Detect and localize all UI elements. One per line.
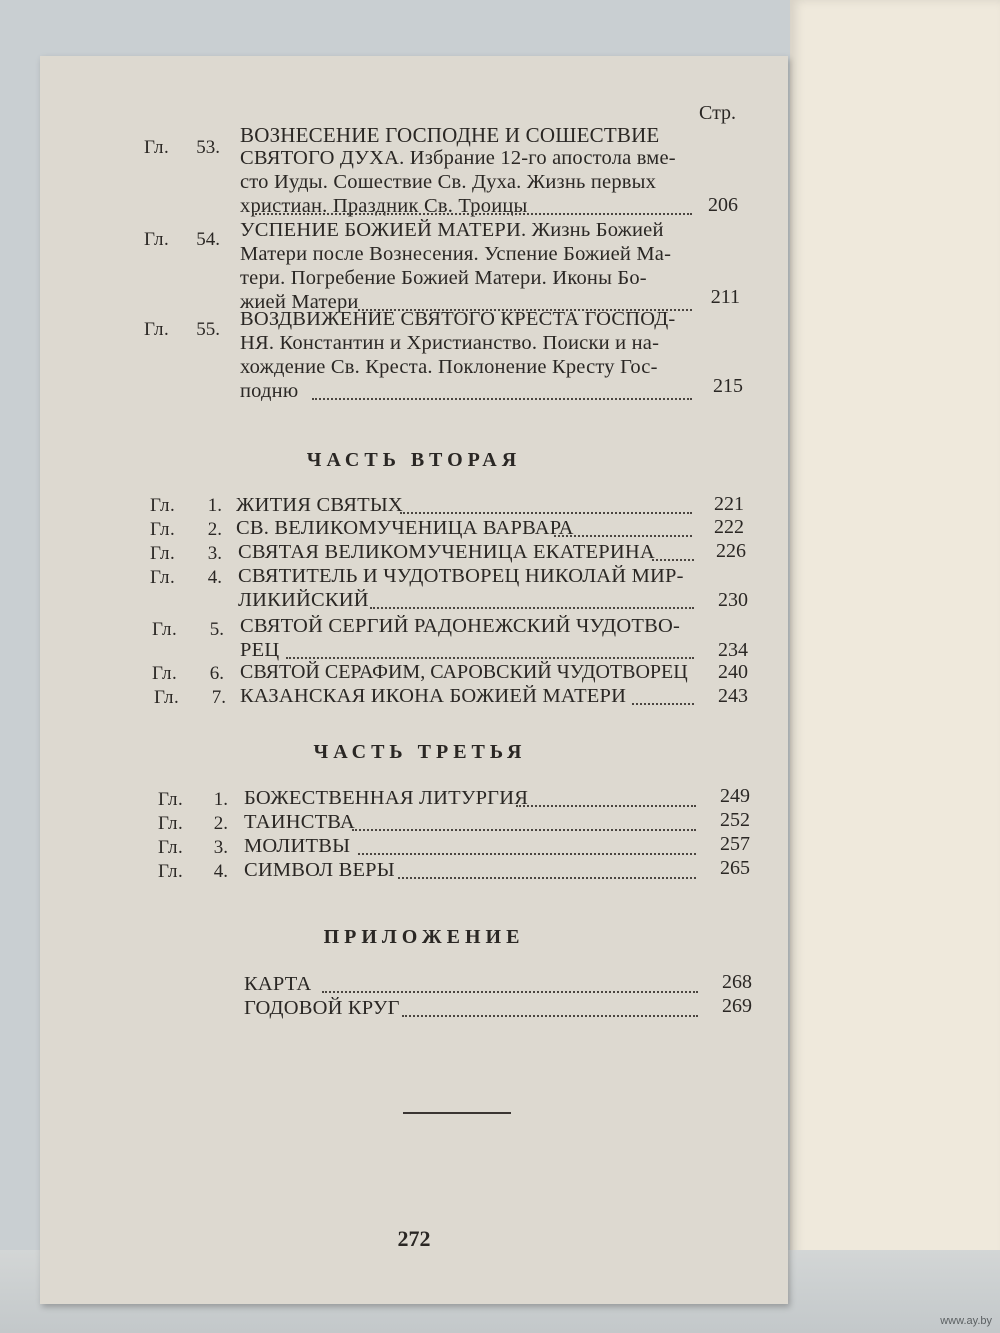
chapter-title-line: НЯ. Константин и Христианство. Поиски и на- <box>240 332 660 354</box>
page-number: 268 <box>722 971 752 993</box>
chapter-title-line: УСПЕНИЕ БОЖИЕЙ МАТЕРИ. Жизнь Божией <box>240 219 664 241</box>
appendix-title: КАРТА <box>244 973 312 995</box>
chapter-number: 5. <box>209 619 224 640</box>
page-number: 257 <box>720 833 750 855</box>
chapter-title-line: СИМВОЛ ВЕРЫ <box>244 859 395 881</box>
chapter-title-line: ТАИНСТВА <box>244 811 355 833</box>
page-number: 265 <box>720 857 750 879</box>
page-column-header: Стр. <box>699 102 737 124</box>
chapter-title-line: СВЯТАЯ ВЕЛИКОМУЧЕНИЦА ЕКАТЕРИНА <box>238 541 655 563</box>
chapter-label: Гл. <box>144 319 170 340</box>
page-number: 222 <box>714 516 744 538</box>
chapter-title-line: ЛИКИЙСКИЙ <box>238 589 369 611</box>
chapter-title-line: БОЖЕСТВЕННАЯ ЛИТУРГИЯ <box>244 787 529 809</box>
chapter-title-line: СВЯТИТЕЛЬ И ЧУДОТВОРЕЦ НИКОЛАЙ МИР- <box>238 565 684 587</box>
chapter-label: Гл. <box>150 567 176 588</box>
chapter-title-line: РЕЦ <box>240 639 280 661</box>
leader-dots <box>312 396 692 400</box>
chapter-title-line: ЖИТИЯ СВЯТЫХ <box>236 494 403 516</box>
watermark: www.ay.by <box>940 1315 992 1327</box>
leader-dots <box>370 605 694 609</box>
chapter-label: Гл. <box>154 687 180 708</box>
page-number: 234 <box>718 639 748 661</box>
leader-dots <box>352 827 696 831</box>
page-number: 230 <box>718 589 748 611</box>
leader-dots <box>400 510 692 514</box>
page-number: 249 <box>720 785 750 807</box>
chapter-number: 4. <box>213 861 228 882</box>
appendix-title: ГОДОВОЙ КРУГ <box>244 997 400 1019</box>
section-heading: ЧАСТЬ ВТОРАЯ <box>306 449 522 471</box>
chapter-title-line: жией Матери <box>240 291 359 313</box>
chapter-number: 4. <box>207 567 222 588</box>
chapter-title-line: СВЯТОЙ СЕРАФИМ, САРОВСКИЙ ЧУДОТВОРЕЦ <box>240 661 688 683</box>
leader-dots <box>632 701 694 705</box>
chapter-label: Гл. <box>144 229 170 250</box>
page-number: 215 <box>713 375 743 397</box>
page-number: 240 <box>718 661 748 683</box>
page-number: 226 <box>716 540 746 562</box>
leader-dots <box>402 1013 698 1017</box>
chapter-title-line: СВЯТОЙ СЕРГИЙ РАДОНЕЖСКИЙ ЧУДОТВО- <box>240 615 680 637</box>
leader-dots <box>252 211 692 215</box>
chapter-label: Гл. <box>144 137 170 158</box>
chapter-title-line: ВОЗНЕСЕНИЕ ГОСПОДНЕ И СОШЕСТВИЕ <box>240 123 660 147</box>
page-number: 206 <box>708 194 738 216</box>
chapter-number: 1. <box>213 789 228 810</box>
chapter-number: 55. <box>196 319 220 340</box>
chapter-number: 2. <box>213 813 228 834</box>
leader-dots <box>322 989 698 993</box>
page-number: 211 <box>710 286 740 308</box>
chapter-title-line: сто Иуды. Сошествие Св. Духа. Жизнь первых <box>240 171 657 193</box>
chapter-label: Гл. <box>150 519 176 540</box>
chapter-label: Гл. <box>158 813 184 834</box>
chapter-label: Гл. <box>152 619 178 640</box>
chapter-title-line: тери. Погребение Божией Матери. Иконы Бо- <box>240 267 647 289</box>
section-heading: ПРИЛОЖЕНИЕ <box>323 926 525 948</box>
chapter-number: 3. <box>207 543 222 564</box>
chapter-title-line: христиан. Праздник Св. Троицы <box>240 195 528 217</box>
facing-page <box>790 0 1000 1333</box>
chapter-number: 2. <box>207 519 222 540</box>
chapter-title-line: ВОЗДВИЖЕНИЕ СВЯТОГО КРЕСТА ГОСПОД- <box>240 308 676 330</box>
leader-dots <box>554 533 692 537</box>
page-number: 269 <box>722 995 752 1017</box>
section-heading: ЧАСТЬ ТРЕТЬЯ <box>313 741 527 763</box>
chapter-title-line: СВЯТОГО ДУХА. Избрание 12-го апостола вме- <box>240 147 676 169</box>
chapter-title-line: КАЗАНСКАЯ ИКОНА БОЖИЕЙ МАТЕРИ <box>240 685 627 707</box>
chapter-title-line: хождение Св. Креста. Поклонение Кресту Гос- <box>240 356 658 378</box>
chapter-label: Гл. <box>158 837 184 858</box>
leader-dots <box>516 803 696 807</box>
leader-dots <box>398 875 696 879</box>
page-number: 221 <box>714 493 744 515</box>
chapter-title-line: МОЛИТВЫ <box>244 835 351 857</box>
page-number: 252 <box>720 809 750 831</box>
book-page <box>40 56 788 1304</box>
chapter-title-line: подню <box>240 380 299 402</box>
leader-dots <box>358 851 696 855</box>
chapter-number: 54. <box>196 229 220 250</box>
chapter-label: Гл. <box>158 861 184 882</box>
chapter-number: 7. <box>211 687 226 708</box>
chapter-number: 1. <box>207 495 222 516</box>
chapter-number: 6. <box>209 663 224 684</box>
chapter-label: Гл. <box>150 495 176 516</box>
chapter-number: 53. <box>196 137 220 158</box>
chapter-title-line: СВ. ВЕЛИКОМУЧЕНИЦА ВАРВАРА <box>236 517 574 539</box>
page-number: 243 <box>718 685 748 707</box>
chapter-label: Гл. <box>152 663 178 684</box>
chapter-label: Гл. <box>158 789 184 810</box>
chapter-number: 3. <box>213 837 228 858</box>
chapter-title-line: Матери после Вознесения. Успение Божией Ма- <box>240 243 672 265</box>
chapter-label: Гл. <box>150 543 176 564</box>
folio-number: 272 <box>397 1226 431 1251</box>
divider-rule <box>403 1112 511 1114</box>
leader-dots <box>286 655 694 659</box>
